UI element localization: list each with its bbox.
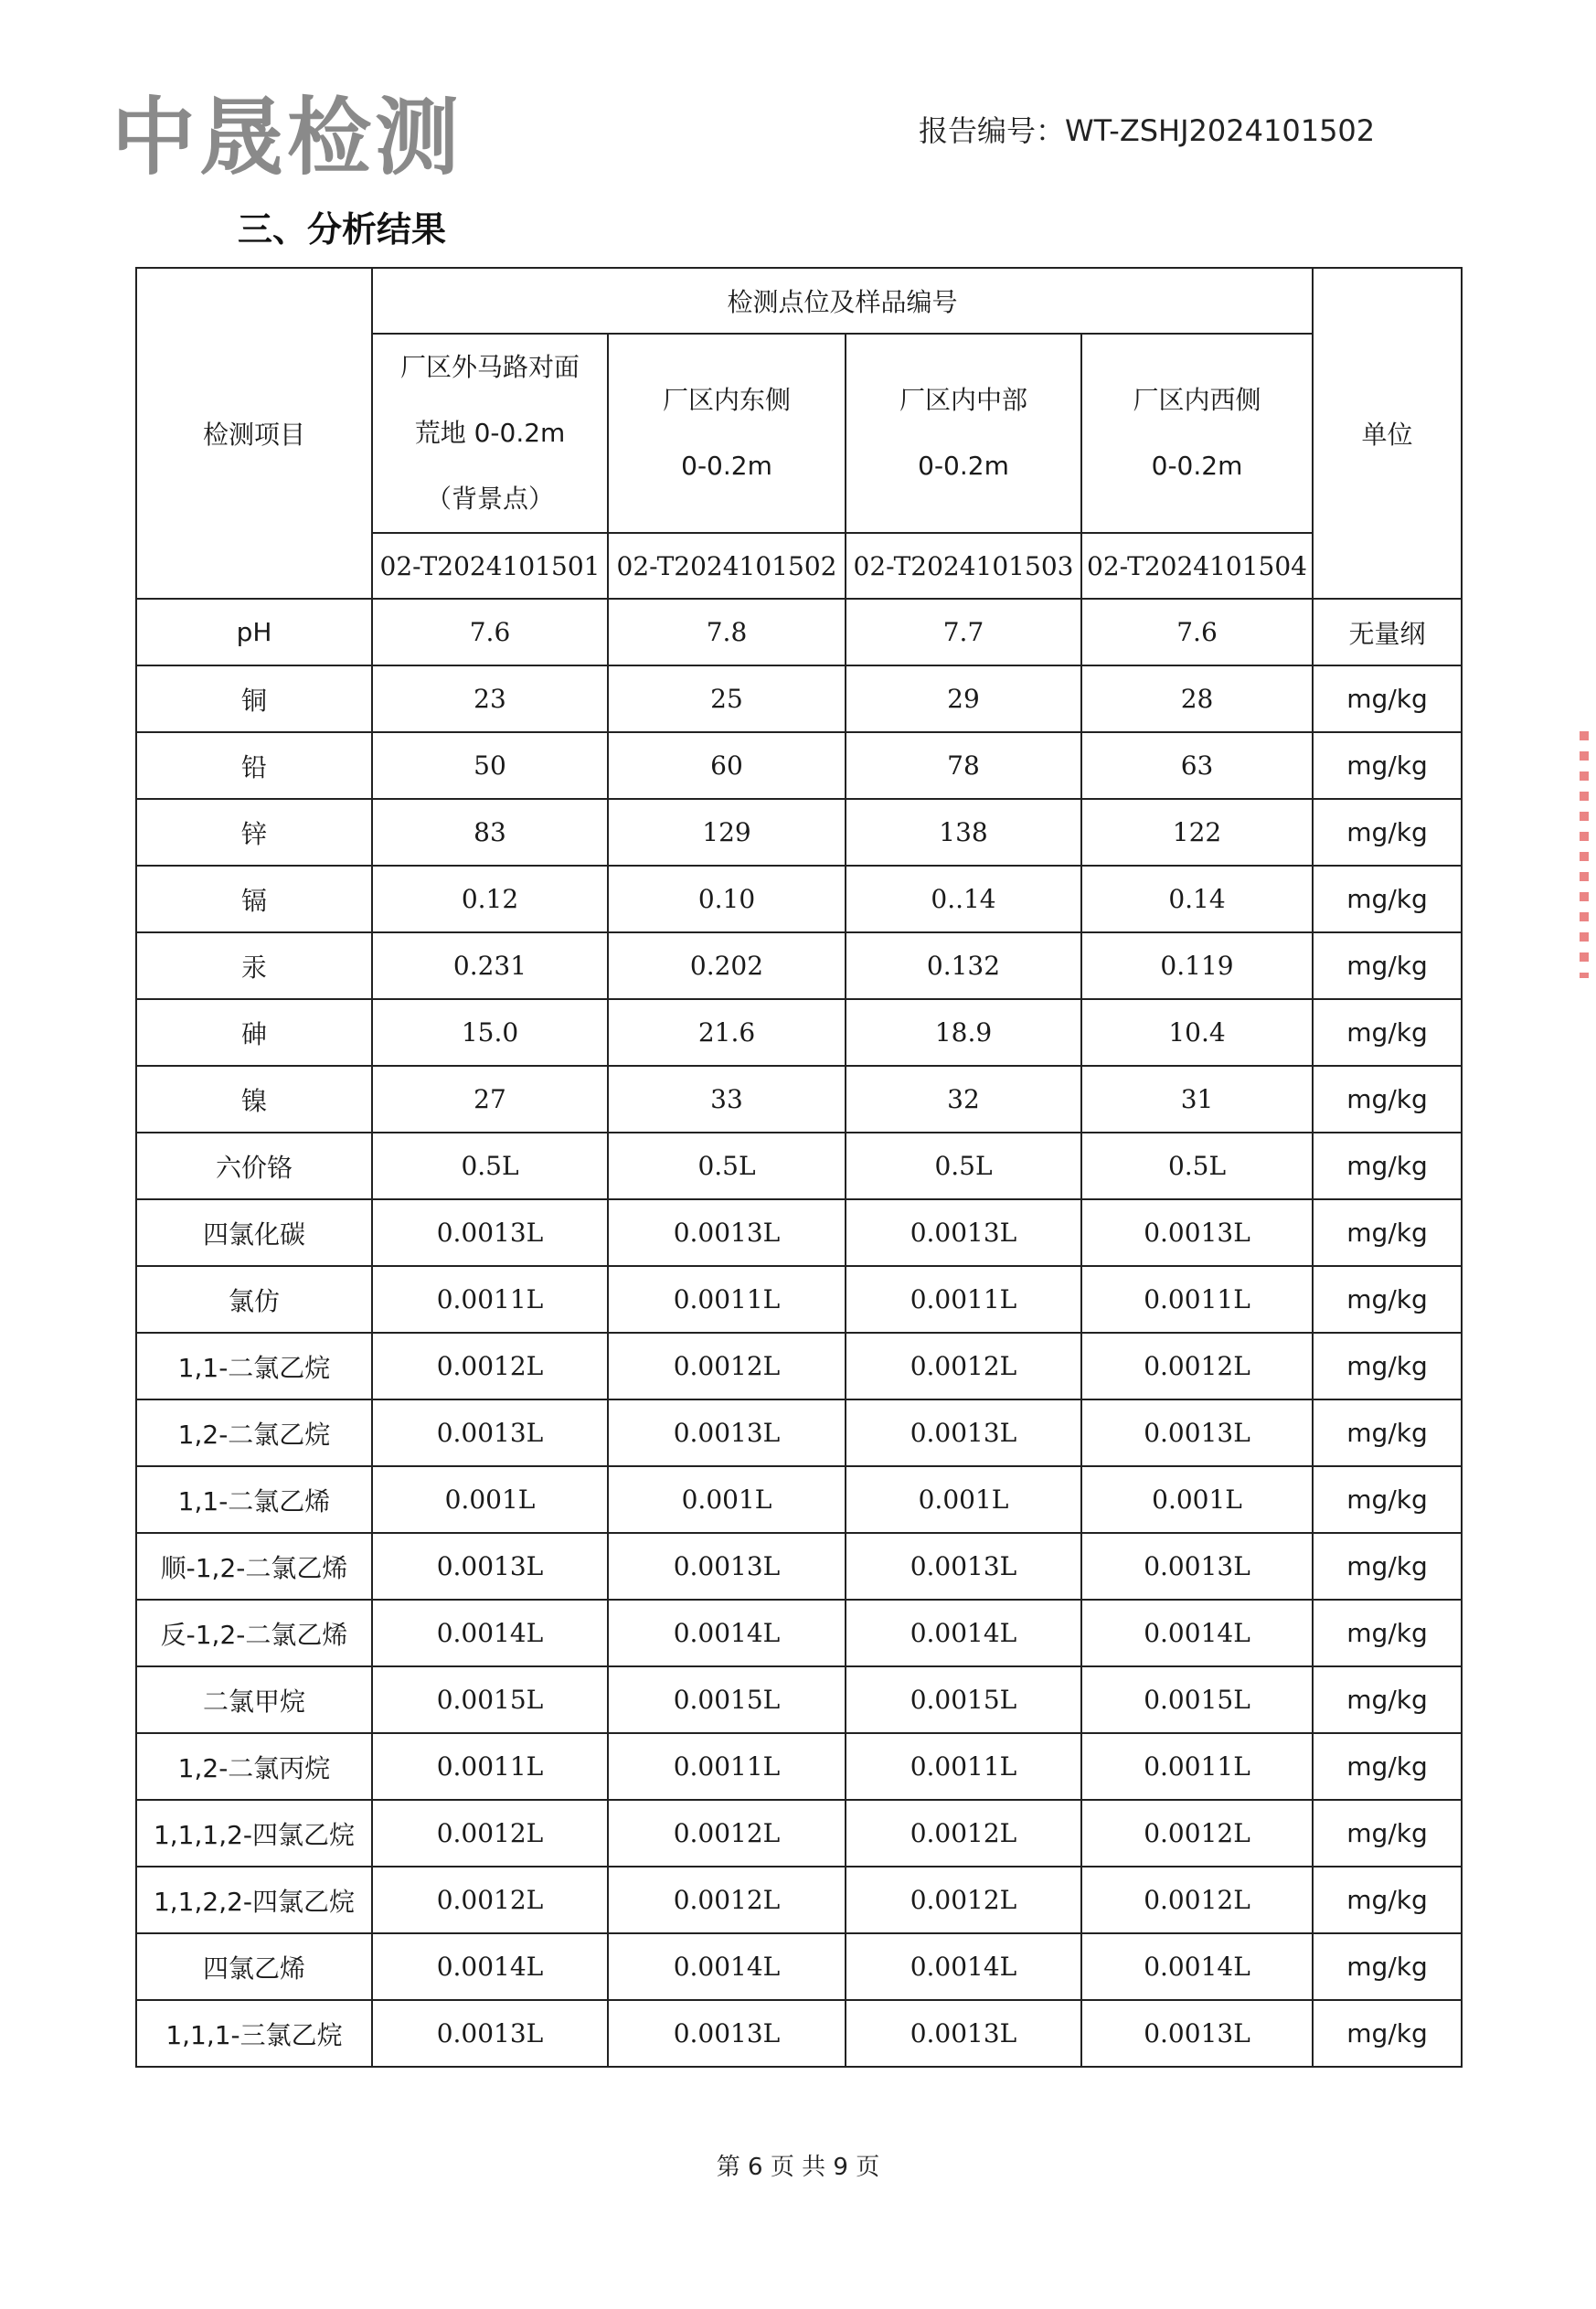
unit: mg/kg	[1313, 999, 1462, 1066]
test-item: 汞	[136, 932, 372, 999]
unit: mg/kg	[1313, 932, 1462, 999]
test-item: 镉	[136, 866, 372, 932]
table-row	[136, 732, 1462, 799]
value-loc4: 0.0014L	[1081, 1933, 1313, 2000]
value-loc3: 0.0015L	[846, 1666, 1081, 1733]
page-footer: 第 6 页 共 9 页	[716, 2154, 880, 2181]
value-loc1: 0.5L	[372, 1133, 608, 1199]
location-name-line: 厂区内中部	[899, 385, 1027, 415]
value-loc2: 0.0011L	[608, 1266, 846, 1333]
value-loc1: 0.0011L	[372, 1733, 608, 1800]
value-loc2: 0.0013L	[608, 1199, 846, 1266]
sample-id: 02-T2024101503	[846, 533, 1081, 599]
value-loc3: 0.0012L	[846, 1800, 1081, 1867]
value-loc4: 0.5L	[1081, 1133, 1313, 1199]
table-row	[136, 1600, 1462, 1666]
table-header-row	[136, 268, 1462, 334]
value-loc4: 0.119	[1081, 932, 1313, 999]
table-row	[136, 866, 1462, 932]
value-loc1: 0.12	[372, 866, 608, 932]
value-loc1: 50	[372, 732, 608, 799]
value-loc2: 7.8	[608, 599, 846, 665]
unit: mg/kg	[1313, 1533, 1462, 1600]
value-loc4: 0.0013L	[1081, 1399, 1313, 1466]
value-loc3: 18.9	[846, 999, 1081, 1066]
unit-header: 单位	[1313, 268, 1462, 599]
table-row	[136, 1733, 1462, 1800]
unit: mg/kg	[1313, 1199, 1462, 1266]
value-loc2: 0.10	[608, 866, 846, 932]
value-loc1: 0.0015L	[372, 1666, 608, 1733]
table-row	[136, 1266, 1462, 1333]
value-loc3: 0.001L	[846, 1466, 1081, 1533]
table-row	[136, 999, 1462, 1066]
test-item: 顺-1,2-二氯乙烯	[136, 1533, 372, 1600]
value-loc3: 0.0012L	[846, 1333, 1081, 1399]
value-loc1: 0.0012L	[372, 1867, 608, 1933]
value-loc2: 0.0015L	[608, 1666, 846, 1733]
value-loc3: 7.7	[846, 599, 1081, 665]
location-name-line: 厂区内东侧	[662, 385, 791, 415]
sample-id: 02-T2024101504	[1081, 533, 1313, 599]
value-loc1: 15.0	[372, 999, 608, 1066]
unit: mg/kg	[1313, 2000, 1462, 2067]
value-loc4: 0.0013L	[1081, 2000, 1313, 2067]
value-loc3: 0.0012L	[846, 1867, 1081, 1933]
test-item: 镍	[136, 1066, 372, 1133]
value-loc4: 0.0014L	[1081, 1600, 1313, 1666]
value-loc2: 0.0011L	[608, 1733, 846, 1800]
test-item: 二氯甲烷	[136, 1666, 372, 1733]
unit: mg/kg	[1313, 1600, 1462, 1666]
value-loc4: 0.0011L	[1081, 1733, 1313, 1800]
value-loc1: 0.0013L	[372, 1399, 608, 1466]
value-loc4: 0.14	[1081, 866, 1313, 932]
value-loc2: 0.0014L	[608, 1933, 846, 2000]
table-row	[136, 1533, 1462, 1600]
location-header	[372, 334, 608, 533]
value-loc2: 33	[608, 1066, 846, 1133]
value-loc3: 0.5L	[846, 1133, 1081, 1199]
value-loc4: 63	[1081, 732, 1313, 799]
value-loc4: 0.0012L	[1081, 1867, 1313, 1933]
value-loc2: 0.0012L	[608, 1333, 846, 1399]
value-loc1: 23	[372, 665, 608, 732]
table-row	[136, 1933, 1462, 2000]
value-loc3: 138	[846, 799, 1081, 866]
location-header	[1081, 334, 1313, 533]
value-loc1: 0.0012L	[372, 1800, 608, 1867]
table-row	[136, 1066, 1462, 1133]
table-row	[136, 599, 1462, 665]
unit: mg/kg	[1313, 732, 1462, 799]
value-loc3: 32	[846, 1066, 1081, 1133]
table-row	[136, 1333, 1462, 1399]
value-loc2: 0.0012L	[608, 1867, 846, 1933]
unit: mg/kg	[1313, 1266, 1462, 1333]
value-loc3: 0..14	[846, 866, 1081, 932]
value-loc2: 0.0013L	[608, 1533, 846, 1600]
value-loc3: 0.0013L	[846, 1533, 1081, 1600]
value-loc4: 0.0013L	[1081, 1533, 1313, 1600]
value-loc4: 10.4	[1081, 999, 1313, 1066]
location-depth-line: 0-0.2m	[1151, 451, 1243, 481]
report-number	[919, 108, 1375, 150]
value-loc4: 0.0013L	[1081, 1199, 1313, 1266]
report-number-label: 报告编号：	[919, 113, 1066, 148]
table-row	[136, 1800, 1462, 1867]
test-item: 砷	[136, 999, 372, 1066]
unit: 无量纲	[1313, 599, 1462, 665]
unit: mg/kg	[1313, 799, 1462, 866]
test-item: pH	[136, 599, 372, 665]
unit: mg/kg	[1313, 1800, 1462, 1867]
unit: mg/kg	[1313, 1133, 1462, 1199]
unit: mg/kg	[1313, 1333, 1462, 1399]
value-loc1: 0.0014L	[372, 1600, 608, 1666]
test-item: 1,2-二氯丙烷	[136, 1733, 372, 1800]
value-loc1: 0.0011L	[372, 1266, 608, 1333]
table-row	[136, 665, 1462, 732]
value-loc3: 0.0014L	[846, 1933, 1081, 2000]
value-loc1: 27	[372, 1066, 608, 1133]
location-depth-line: 0-0.2m	[918, 451, 1009, 481]
section-title: 三、分析结果	[238, 209, 447, 250]
table-row	[136, 1133, 1462, 1199]
table-row	[136, 1399, 1462, 1466]
test-item: 铜	[136, 665, 372, 732]
seal-edge-mark	[1580, 731, 1589, 978]
test-item: 1,1-二氯乙烯	[136, 1466, 372, 1533]
value-loc1: 0.001L	[372, 1466, 608, 1533]
value-loc1: 0.0012L	[372, 1333, 608, 1399]
table-row	[136, 1199, 1462, 1266]
value-loc4: 7.6	[1081, 599, 1313, 665]
value-loc4: 0.0015L	[1081, 1666, 1313, 1733]
value-loc2: 0.0013L	[608, 1399, 846, 1466]
unit: mg/kg	[1313, 866, 1462, 932]
value-loc3: 0.0013L	[846, 2000, 1081, 2067]
test-item: 氯仿	[136, 1266, 372, 1333]
value-loc2: 0.5L	[608, 1133, 846, 1199]
value-loc4: 31	[1081, 1066, 1313, 1133]
value-loc3: 0.0014L	[846, 1600, 1081, 1666]
test-item: 锌	[136, 799, 372, 866]
value-loc2: 0.0014L	[608, 1600, 846, 1666]
value-loc1: 0.0013L	[372, 2000, 608, 2067]
company-logo: 中晟检测	[112, 89, 463, 186]
location-header	[608, 334, 846, 533]
location-depth-line: 0-0.2m	[681, 451, 772, 481]
unit: mg/kg	[1313, 1399, 1462, 1466]
location-depth-line: 荒地 0-0.2m	[414, 418, 566, 448]
unit: mg/kg	[1313, 1466, 1462, 1533]
value-loc2: 0.0013L	[608, 2000, 846, 2067]
value-loc3: 0.132	[846, 932, 1081, 999]
sample-id: 02-T2024101502	[608, 533, 846, 599]
value-loc2: 21.6	[608, 999, 846, 1066]
value-loc3: 0.0013L	[846, 1199, 1081, 1266]
value-loc3: 78	[846, 732, 1081, 799]
report-number-value: WT-ZSHJ2024101502	[1065, 113, 1376, 148]
value-loc1: 0.0014L	[372, 1933, 608, 2000]
results-table	[135, 267, 1463, 2068]
table-row	[136, 2000, 1462, 2067]
value-loc3: 0.0011L	[846, 1266, 1081, 1333]
value-loc2: 25	[608, 665, 846, 732]
value-loc3: 29	[846, 665, 1081, 732]
value-loc4: 28	[1081, 665, 1313, 732]
test-item: 1,2-二氯乙烷	[136, 1399, 372, 1466]
value-loc2: 0.001L	[608, 1466, 846, 1533]
value-loc4: 0.0012L	[1081, 1333, 1313, 1399]
value-loc2: 60	[608, 732, 846, 799]
unit: mg/kg	[1313, 1867, 1462, 1933]
table-row	[136, 1666, 1462, 1733]
value-loc4: 122	[1081, 799, 1313, 866]
location-note-line: （背景点）	[425, 484, 554, 514]
test-item: 1,1,2,2-四氯乙烷	[136, 1867, 372, 1933]
value-loc3: 0.0011L	[846, 1733, 1081, 1800]
test-item: 反-1,2-二氯乙烯	[136, 1600, 372, 1666]
group-header: 检测点位及样品编号	[372, 268, 1313, 334]
value-loc1: 83	[372, 799, 608, 866]
value-loc4: 0.0012L	[1081, 1800, 1313, 1867]
test-item: 1,1,1-三氯乙烷	[136, 2000, 372, 2067]
value-loc1: 0.0013L	[372, 1533, 608, 1600]
unit: mg/kg	[1313, 1666, 1462, 1733]
location-header	[846, 334, 1081, 533]
location-name-line: 厂区内西侧	[1133, 385, 1261, 415]
unit: mg/kg	[1313, 1933, 1462, 2000]
test-item: 1,1-二氯乙烷	[136, 1333, 372, 1399]
table-row	[136, 1466, 1462, 1533]
test-item: 六价铬	[136, 1133, 372, 1199]
test-item: 1,1,1,2-四氯乙烷	[136, 1800, 372, 1867]
location-name-line: 厂区外马路对面	[399, 352, 580, 382]
value-loc4: 0.001L	[1081, 1466, 1313, 1533]
value-loc2: 0.202	[608, 932, 846, 999]
unit: mg/kg	[1313, 1733, 1462, 1800]
value-loc1: 7.6	[372, 599, 608, 665]
value-loc3: 0.0013L	[846, 1399, 1081, 1466]
test-item: 四氯乙烯	[136, 1933, 372, 2000]
table-row	[136, 1867, 1462, 1933]
value-loc2: 0.0012L	[608, 1800, 846, 1867]
unit: mg/kg	[1313, 665, 1462, 732]
item-header: 检测项目	[136, 268, 372, 599]
table-row	[136, 932, 1462, 999]
value-loc4: 0.0011L	[1081, 1266, 1313, 1333]
value-loc2: 129	[608, 799, 846, 866]
table-row	[136, 799, 1462, 866]
sample-id: 02-T2024101501	[372, 533, 608, 599]
test-item: 铅	[136, 732, 372, 799]
value-loc1: 0.0013L	[372, 1199, 608, 1266]
test-item: 四氯化碳	[136, 1199, 372, 1266]
unit: mg/kg	[1313, 1066, 1462, 1133]
value-loc1: 0.231	[372, 932, 608, 999]
